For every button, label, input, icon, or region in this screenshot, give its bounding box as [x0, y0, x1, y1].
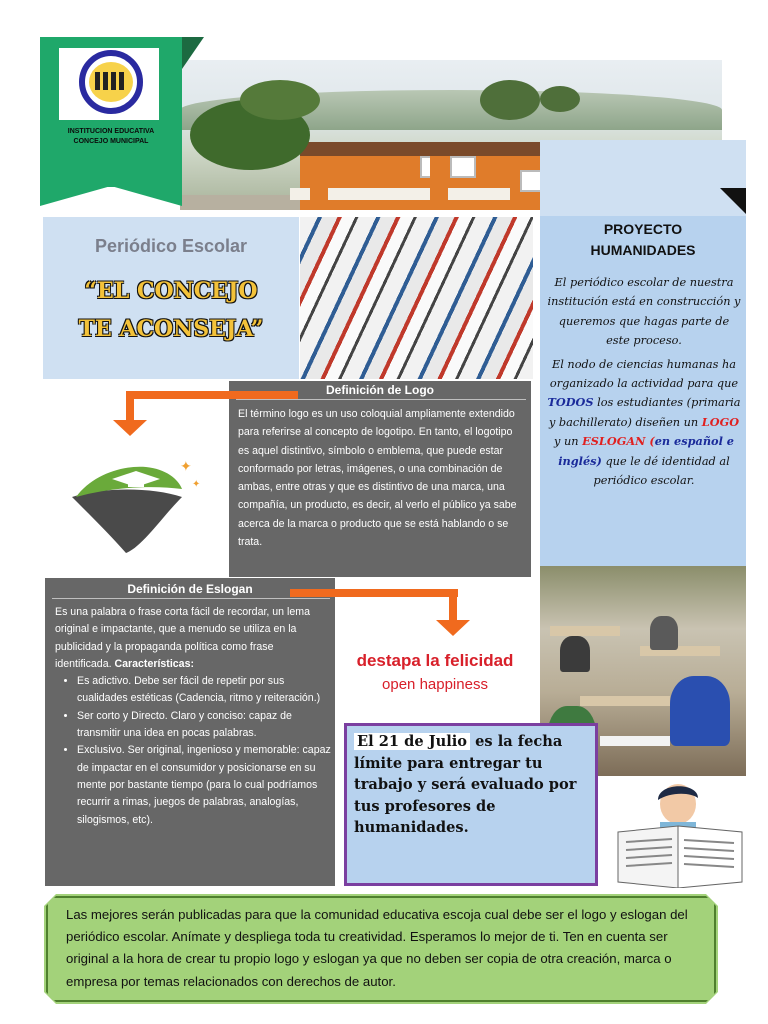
school-seal-logo [59, 48, 159, 120]
footer-text: Las mejores serán publicadas para que la comunidad educativa escoja cual debe ser el logo y eslogan del periódico escolar. Anímate y despliega toda tu creatividad. Esperamos lo mejor de ti. Ten en cuenta ser original a la hora de crear tu propio logo y eslogan ya que no deben ser copia de otra creación, marca o empresa por temas relacionados con derechos de autor. [66, 907, 688, 989]
arrow-connector [126, 391, 298, 399]
project-title: PROYECTO HUMANIDADES [590, 221, 696, 258]
svg-text:✦: ✦ [180, 459, 192, 475]
deadline-text: El 21 de Julio es la fecha límite para entregar tu trabajo y será evaluado por tus profesores de humanidades. [354, 733, 577, 836]
divider [236, 399, 526, 400]
eslogan-definition-text: Es una palabra o frase corta fácil de recordar, un lema original e impactante, que a menudo se utiliza en la publicidad y la propaganda política como frase identificada. Características: • Es adictivo. Debe ser fácil de repetir por sus cualidades estéticas (Cadencia, ritmo y reiteración.) • Ser corto y Directo. Claro y conciso: capaz de transmitir una idea en pocas palabras. • Exclusivo. Ser original, ingenioso y memorable: capaz de impactar en el consumidor y posicionarse en su mente por bastante tiempo (para lo cual podríamos recurrir a rimas, juegos de palabras, analogías, silogismos, etc). [55, 604, 331, 829]
rolled-newspapers-image [300, 217, 533, 379]
arrow-connector [290, 589, 458, 597]
slogan-example-spanish: destapa la felicidad [356, 651, 514, 670]
institution-name: INSTITUCION EDUCATIVA CONCEJO MUNICIPAL [67, 128, 155, 145]
list-item: • Ser corto y Directo. Claro y conciso: capaz de transmitir una idea en pocas palabras. [77, 708, 331, 743]
logo-definition-title: Definición de Logo [326, 383, 434, 397]
flag-fold [182, 37, 204, 69]
arrow-shaft [449, 589, 457, 621]
list-item: • Es adictivo. Debe ser fácil de repetir por sus cualidades estéticas (Cadencia, ritmo y reiteración.) [77, 673, 331, 708]
list-item: • Exclusivo. Ser original, ingenioso y memorable: capaz de impactar en el consumidor y posicionarse en su mente por bastante tiempo (para lo cual podríamos recurrir a rimas, juegos de palabras, analogías, silogismos, etc). [77, 742, 331, 828]
ribbon-fold [720, 188, 746, 214]
project-description: El periódico escolar de nuestra institución está en construcción y queremos que hagas parte de este proceso. El nodo de ciencias humanas ha organizado la actividad para que TODOS los estudiantes (primaria y bachillerato) diseñen un LOGO y un ESLOGAN (en español e inglés) que le dé identidad al periódico escolar. [547, 276, 741, 488]
eslogan-definition-title: Definición de Eslogan [127, 582, 253, 596]
reading-newspaper-illustration [614, 782, 746, 888]
logo-definition-text: El término logo es un uso coloquial ampliamente extendido para referirse al concepto de logotipo. En tanto, el logotipo es aquel distintivo, símbolo o emblema, que puede estar conformado por letras, imágenes, o una combinación de ambas, entre otras y que es distintivo de una marca, una compañía, un producto, es decir, al verlo el público ya sabe acerca de la marca o producto que se está hablando o se trata. [238, 408, 517, 549]
slogan-example-english: open happiness [382, 676, 488, 693]
deadline-date: El 21 de Julio [354, 733, 470, 750]
features-list [55, 673, 331, 829]
newspaper-title: “EL CONCEJO TE ACONSEJA” [78, 278, 264, 342]
arrow-shaft [126, 391, 134, 421]
arrow-down-icon [436, 620, 470, 636]
project-ribbon [540, 140, 746, 216]
newspaper-subtitle: Periódico Escolar [94, 236, 248, 256]
flag-tail [40, 186, 182, 206]
arrow-down-icon [113, 420, 147, 436]
graduate-logo-icon [62, 457, 210, 553]
svg-text:✦: ✦ [192, 479, 201, 490]
divider [52, 598, 330, 599]
